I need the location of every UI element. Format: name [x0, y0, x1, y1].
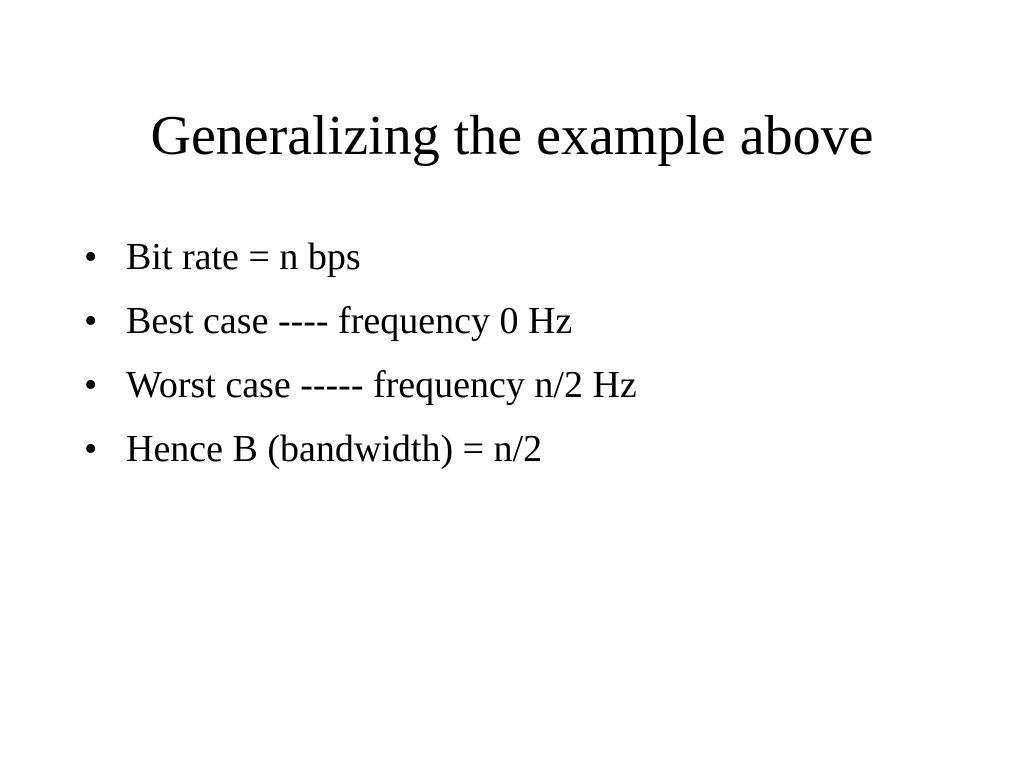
slide-title: Generalizing the example above — [150, 105, 874, 167]
bullet-text: Best case ---- frequency 0 Hz — [126, 300, 573, 342]
bullet-text: Hence B (bandwidth) = n/2 — [126, 428, 543, 470]
bullet-item — [84, 228, 637, 292]
bullet-dot-icon: • — [84, 428, 98, 470]
bullet-text: Bit rate = n bps — [126, 236, 361, 278]
bullet-item — [84, 356, 637, 420]
bullet-item — [84, 420, 637, 484]
bullet-text: Worst case ----- frequency n/2 Hz — [126, 364, 637, 406]
bullet-dot-icon: • — [84, 300, 98, 342]
bullet-list — [84, 228, 637, 484]
bullet-item — [84, 292, 637, 356]
bullet-dot-icon: • — [84, 364, 98, 406]
bullet-dot-icon: • — [84, 236, 98, 278]
